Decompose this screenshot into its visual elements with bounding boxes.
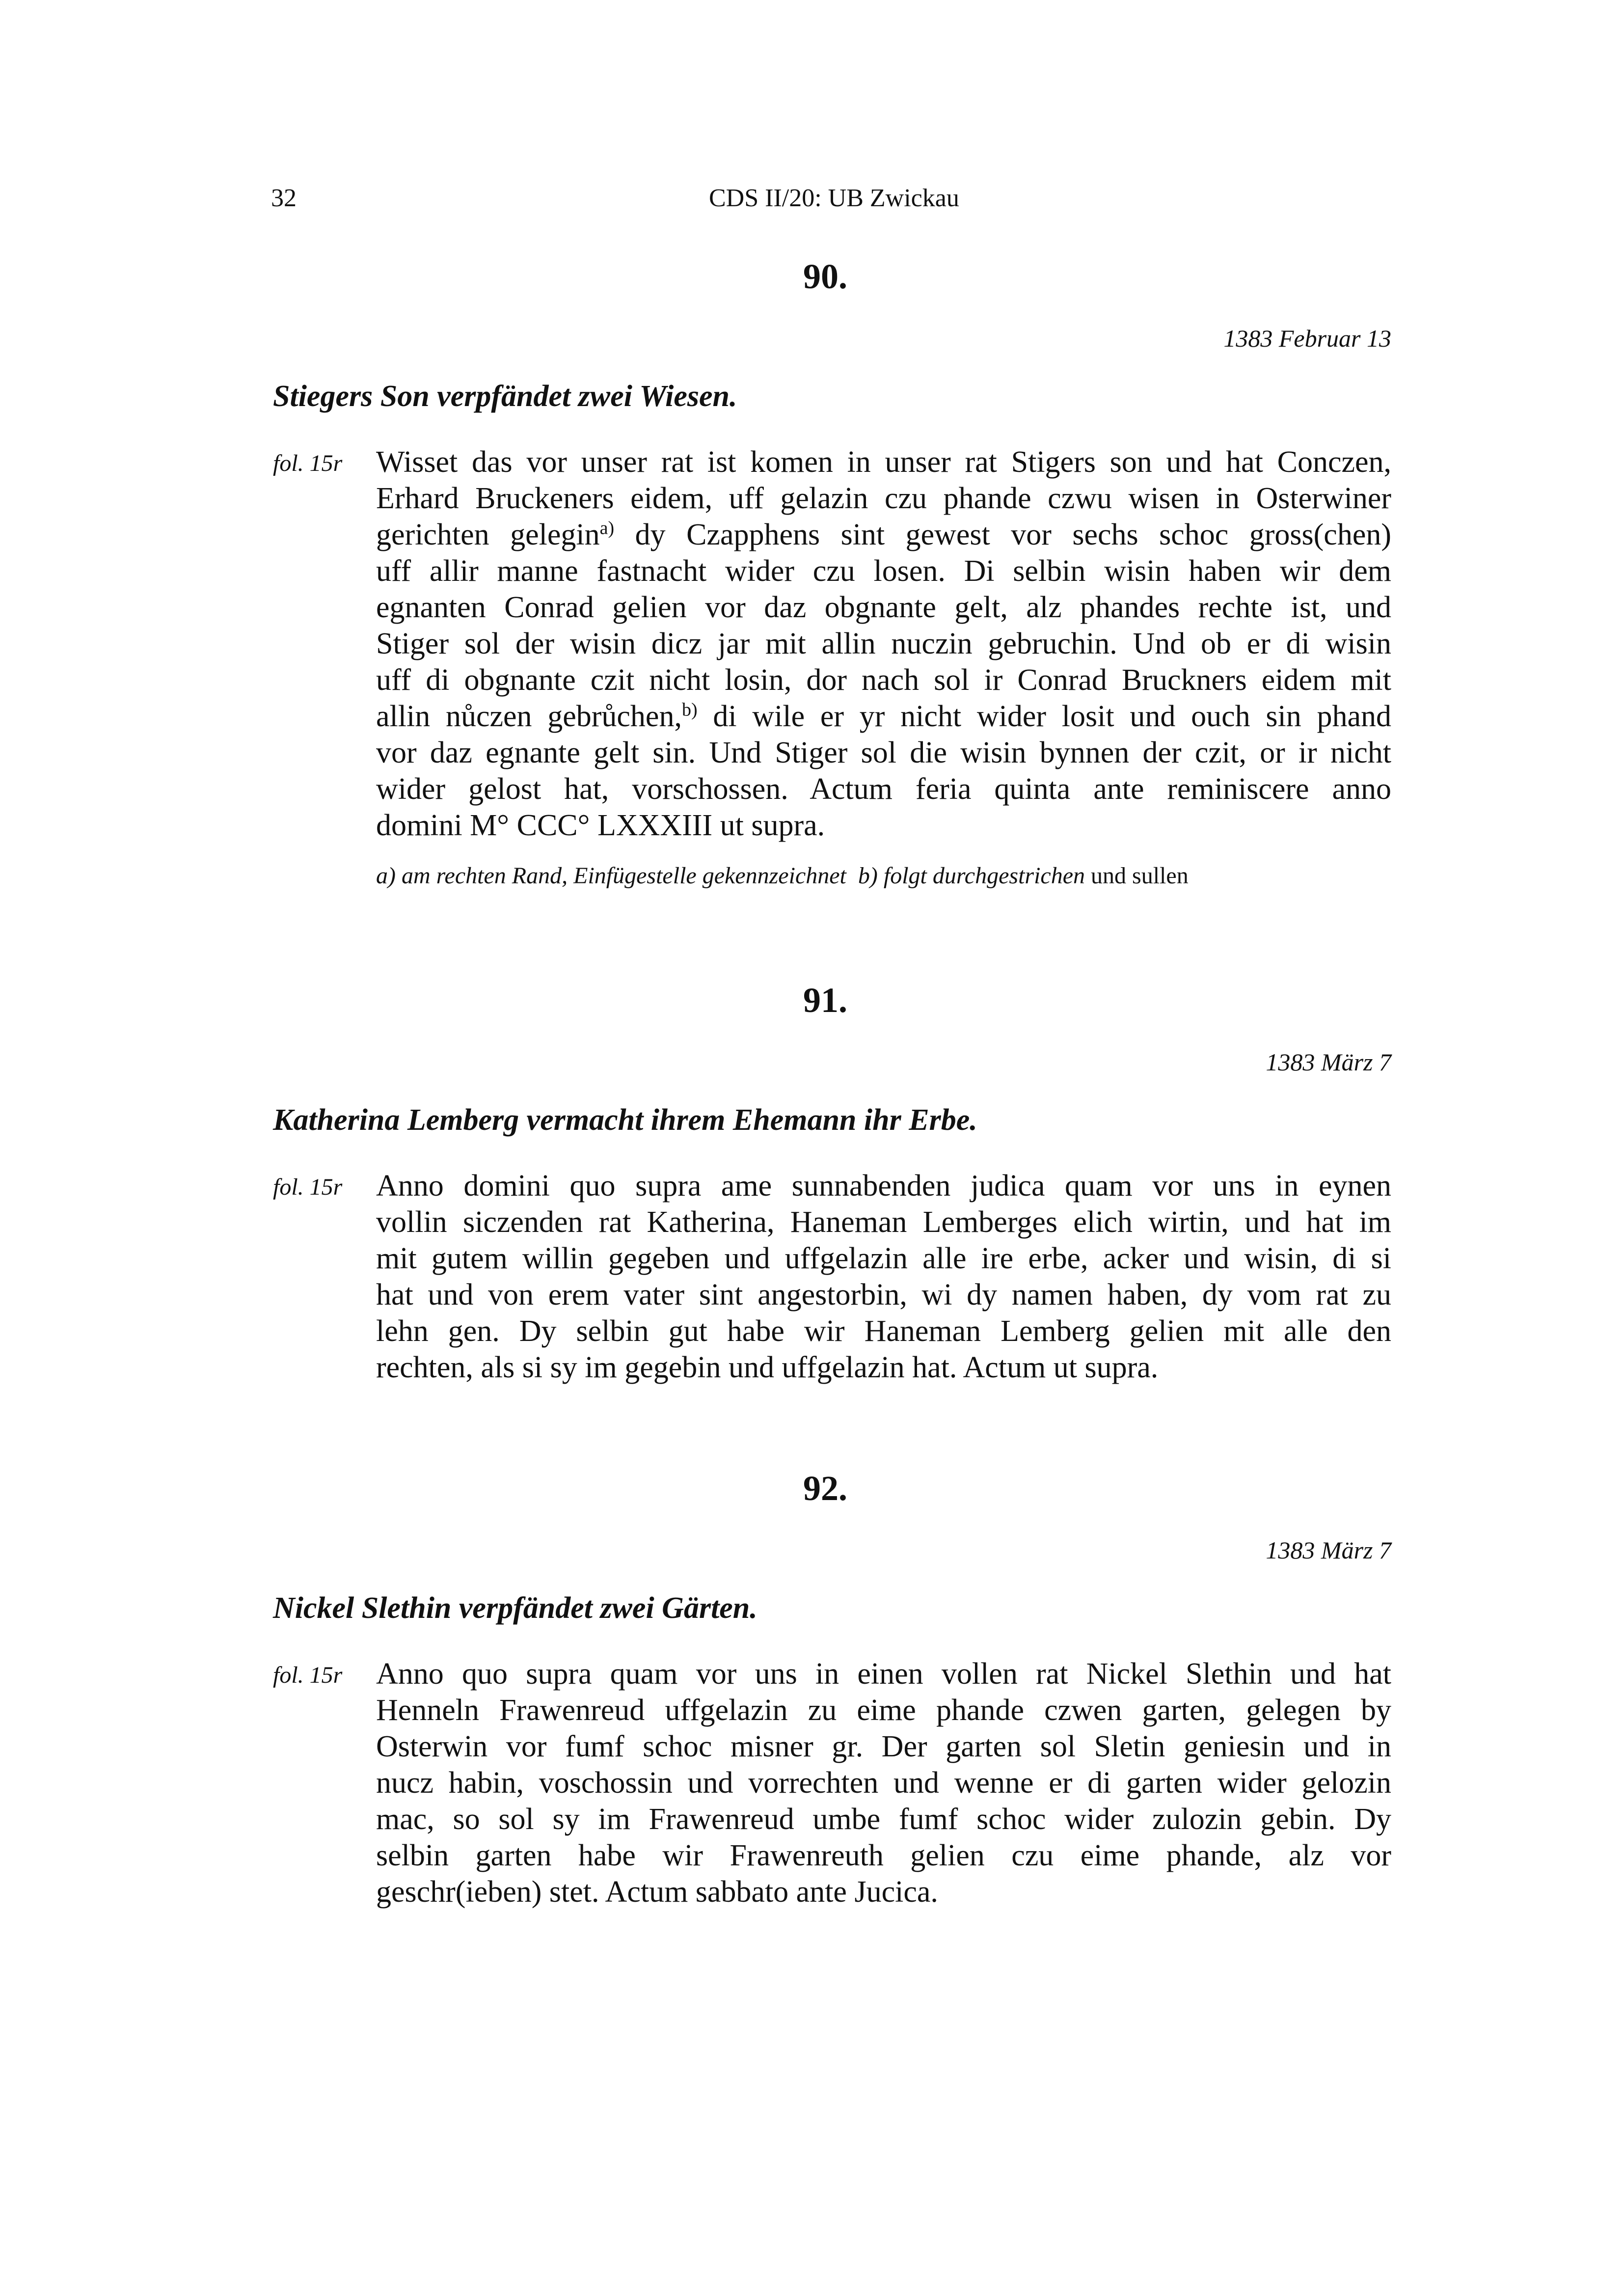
text-line: Henneln Frawenreud uffgelazin zu eime phande czwen garten, gelegen by bbox=[376, 1694, 1391, 1727]
entry-text bbox=[376, 1656, 1391, 1910]
folio-reference: fol. 15r bbox=[273, 1174, 343, 1200]
text-line: selbin garten habe wir Frawenreuth gelien czu eime phande, alz vor bbox=[376, 1839, 1391, 1872]
folio-reference: fol. 15r bbox=[273, 1662, 343, 1688]
entry-date: 1383 März 7 bbox=[1266, 1536, 1391, 1564]
text-line: hat und von erem vater sint angestorbin, wi dy namen haben, dy vom rat zu bbox=[376, 1278, 1391, 1312]
text-line: vollin siczenden rat Katherina, Haneman Lemberges elich wirtin, und hat im bbox=[376, 1205, 1391, 1239]
entry-title: Stiegers Son verpfändet zwei Wiesen. bbox=[273, 380, 737, 413]
text-line: Stiger sol der wisin dicz jar mit allin nuczin gebruchin. Und ob er di wisin bbox=[376, 627, 1391, 660]
text-line: rechten, als si sy im gegebin und uffgelazin hat. Actum ut supra. bbox=[376, 1351, 1159, 1384]
entry-title: Katherina Lemberg vermacht ihrem Ehemann ihr Erbe. bbox=[273, 1103, 977, 1137]
entry-number: 90. bbox=[803, 257, 847, 296]
entry-date: 1383 März 7 bbox=[1266, 1048, 1391, 1076]
text-line: Anno quo supra quam vor uns in einen vollen rat Nickel Slethin und hat bbox=[376, 1657, 1391, 1691]
entry-number: 92. bbox=[803, 1469, 847, 1508]
entry-text bbox=[376, 444, 1391, 844]
text-line: uff allir manne fastnacht wider czu losen. Di selbin wisin haben wir dem bbox=[376, 554, 1391, 588]
entry-date: 1383 Februar 13 bbox=[1223, 325, 1391, 352]
text-line: Osterwin vor fumf schoc misner gr. Der garten sol Sletin geniesin und in bbox=[376, 1730, 1391, 1763]
text-line: vor daz egnante gelt sin. Und Stiger sol die wisin bynnen der czit, or ir nicht bbox=[376, 736, 1391, 769]
text-line: geschr(ieben) stet. Actum sabbato ante Jucica. bbox=[376, 1875, 938, 1909]
running-title: CDS II/20: UB Zwickau bbox=[709, 184, 959, 212]
text-line: wider gelost hat, vorschossen. Actum feria quinta ante reminiscere anno bbox=[376, 772, 1391, 806]
text-line: domini M° CCC° LXXXIII ut supra. bbox=[376, 809, 825, 842]
footnote-marker: a) bbox=[599, 518, 615, 539]
text-line: nucz habin, voschossin und vorrechten und wenne er di garten wider gelozin bbox=[376, 1766, 1391, 1800]
text-line: lehn gen. Dy selbin gut habe wir Haneman Lemberg gelien mit alle den bbox=[376, 1314, 1391, 1348]
footnote: a) am rechten Rand, Einfügestelle gekennzeichnet b) folgt durchgestrichen und sullen bbox=[376, 863, 1189, 889]
page-number: 32 bbox=[271, 184, 297, 212]
text-line: egnanten Conrad gelien vor daz obgnante gelt, alz phandes rechte ist, und bbox=[376, 591, 1391, 624]
footnote-marker: b) bbox=[681, 699, 698, 720]
text-line: Wisset das vor unser rat ist komen in unser rat Stigers son und hat Conczen, bbox=[376, 445, 1391, 479]
text-line: mac, so sol sy im Frawenreud umbe fumf schoc wider zulozin gebin. Dy bbox=[376, 1803, 1391, 1836]
text-line: gerichten gelegin$^{a)}$ dy Czapphens sint gewest vor sechs schoc gross(chen) bbox=[376, 518, 1391, 551]
text-line: mit gutem willin gegeben und uffgelazin alle ire erbe, acker und wisin, di si bbox=[376, 1242, 1391, 1275]
entry-number: 91. bbox=[803, 981, 847, 1020]
folio-reference: fol. 15r bbox=[273, 450, 343, 476]
text-line: Anno domini quo supra ame sunnabenden judica quam vor uns in eynen bbox=[376, 1169, 1391, 1203]
text-line: allin nůczen gebrůchen,$^{b)}$ di wile er yr nicht wider losit und ouch sin phand bbox=[376, 699, 1391, 733]
text-line: uff di obgnante czit nicht losin, dor nach sol ir Conrad Bruckners eidem mit bbox=[376, 663, 1391, 697]
entry-title: Nickel Slethin verpfändet zwei Gärten. bbox=[273, 1591, 757, 1625]
text-line: Erhard Bruckeners eidem, uff gelazin czu phande czwu wisen in Osterwiner bbox=[376, 482, 1391, 515]
entry-text bbox=[376, 1168, 1391, 1386]
